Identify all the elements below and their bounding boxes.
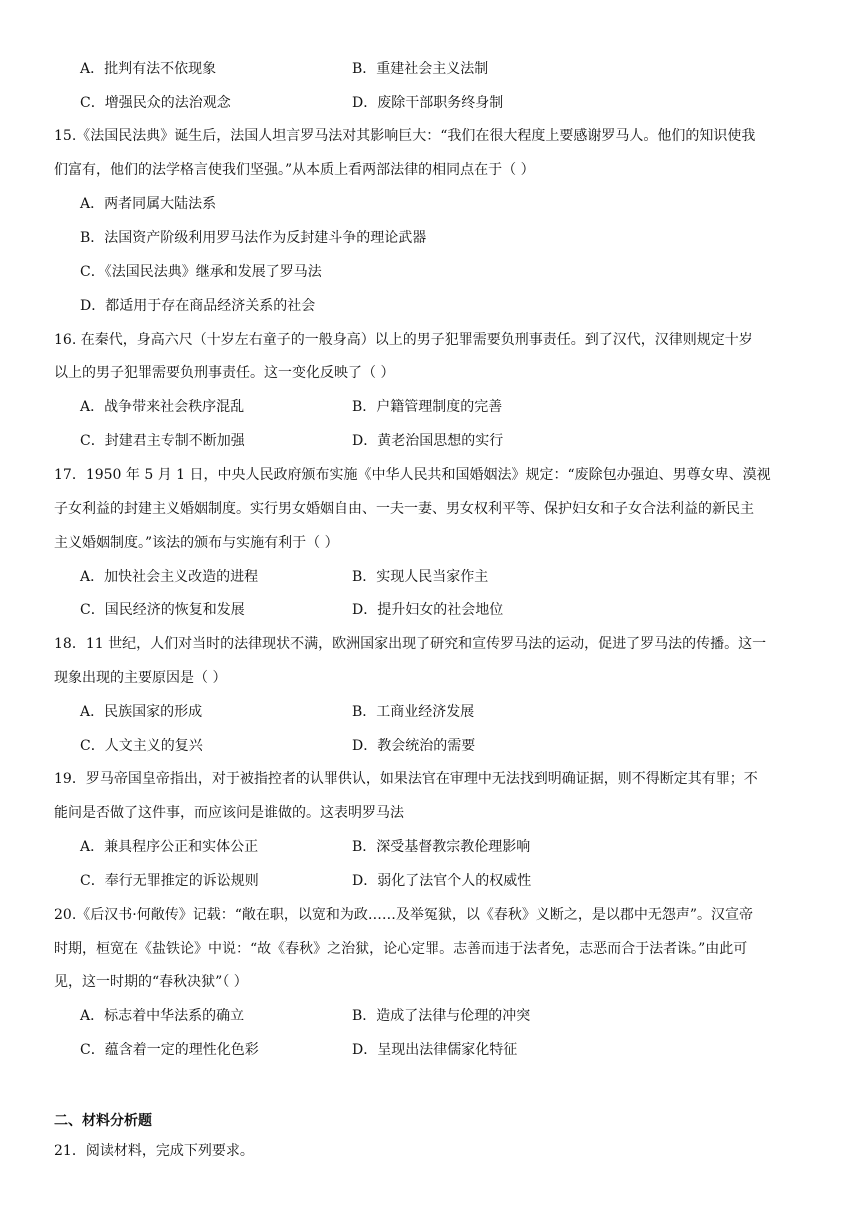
q18-option-b[interactable]: B．工商业经济发展 [352,704,475,720]
q20-option-c[interactable]: C．蕴含着一定的理性化色彩 [80,1042,259,1058]
q19-option-d[interactable]: D．弱化了法官个人的权威性 [352,873,532,889]
q20-option-b[interactable]: B．造成了法律与伦理的冲突 [352,1008,531,1024]
q19-option-a[interactable]: A．兼具程序公正和实体公正 [80,839,259,855]
q16-option-d[interactable]: D．黄老治国思想的实行 [352,433,504,449]
q18-option-d[interactable]: D．教会统治的需要 [352,738,476,754]
q19-stem-line1: 19．罗马帝国皇帝指出，对于被指控者的认罪供认，如果法官在审理中无法找到明确证据，则不得断定其有罪；不 [54,771,758,787]
q18-option-c[interactable]: C．人文主义的复兴 [80,738,203,754]
q17-stem-line2: 子女利益的封建主义婚姻制度。实行男女婚姻自由、一夫一妻、男女权利平等、保护妇女和子女合法利益的新民主 [54,501,754,517]
q19-option-c[interactable]: C．奉行无罪推定的诉讼规则 [80,873,259,889]
q15-stem-line2: 们富有，他们的法学格言使我们坚强。”从本质上看两部法律的相同点在于（ ） [54,162,535,178]
q16-option-b[interactable]: B．户籍管理制度的完善 [352,399,503,415]
q15-stem-line1: 15.《法国民法典》诞生后，法国人坦言罗马法对其影响巨大：“我们在很大程度上要感谢罗马人。他们的知识使我 [54,128,756,144]
q14-option-b[interactable]: B．重建社会主义法制 [352,61,489,77]
q19-option-b[interactable]: B．深受基督教宗教伦理影响 [352,839,531,855]
q21-stem: 21．阅读材料，完成下列要求。 [54,1143,254,1159]
q14-option-d[interactable]: D．废除干部职务终身制 [352,95,504,111]
q19-stem-line2: 能问是否做了这件事，而应该问是谁做的。这表明罗马法 [54,805,404,821]
q20-option-d[interactable]: D．呈现出法律儒家化特征 [352,1042,518,1058]
q15-option-b[interactable]: B．法国资产阶级利用罗马法作为反封建斗争的理论武器 [80,230,427,246]
q17-option-c[interactable]: C．国民经济的恢复和发展 [80,602,245,618]
q16-stem-line1: 16. 在秦代，身高六尺（十岁左右童子的一般身高）以上的男子犯罪需要负刑事责任。到了汉代，汉律则规定十岁 [54,332,753,348]
q18-stem-line1: 18．11 世纪，人们对当时的法律现状不满，欧洲国家出现了研究和宣传罗马法的运动，促进了罗马法的传播。这一 [54,636,767,652]
q18-option-a[interactable]: A．民族国家的形成 [80,704,203,720]
q14-option-a[interactable]: A．批判有法不依现象 [80,61,217,77]
q20-option-a[interactable]: A．标志着中华法系的确立 [80,1008,245,1024]
q17-option-b[interactable]: B．实现人民当家作主 [352,569,489,585]
q16-option-a[interactable]: A．战争带来社会秩序混乱 [80,399,245,415]
q17-option-d[interactable]: D．提升妇女的社会地位 [352,602,504,618]
q17-option-a[interactable]: A．加快社会主义改造的进程 [80,569,259,585]
q15-option-a[interactable]: A．两者同属大陆法系 [80,196,217,212]
q16-option-c[interactable]: C．封建君主专制不断加强 [80,433,245,449]
q16-stem-line2: 以上的男子犯罪需要负刑事责任。这一变化反映了（ ） [54,365,395,381]
q20-stem-line1: 20.《后汉书·何敞传》记载：“敞在职，以宽和为政……及举冤狱，以《春秋》义断之，是以郡中无怨声”。汉宣帝 [54,907,754,923]
q20-stem-line2: 时期，桓宽在《盐铁论》中说：“故《春秋》之治狱，论心定罪。志善而违于法者免，志恶而合于法者诛。”由此可 [54,941,748,957]
q15-option-c[interactable]: C．《法国民法典》继承和发展了罗马法 [80,264,322,280]
q17-stem-line3: 主义婚姻制度。”该法的颁布与实施有利于（ ） [54,535,339,551]
q17-stem-line1: 17．1950 年 5 月 1 日，中央人民政府颁布实施《中华人民共和国婚姻法》规定：“废除包办强迫、男尊女卑、漠视 [54,467,771,483]
section-title: 二、材料分析题 [54,1113,152,1129]
q20-stem-line3: 见，这一时期的“春秋决狱”（ ） [54,974,248,990]
q14-option-c[interactable]: C．增强民众的法治观念 [80,95,231,111]
q18-stem-line2: 现象出现的主要原因是（ ） [54,670,227,686]
q15-option-d[interactable]: D．都适用于存在商品经济关系的社会 [80,298,316,314]
